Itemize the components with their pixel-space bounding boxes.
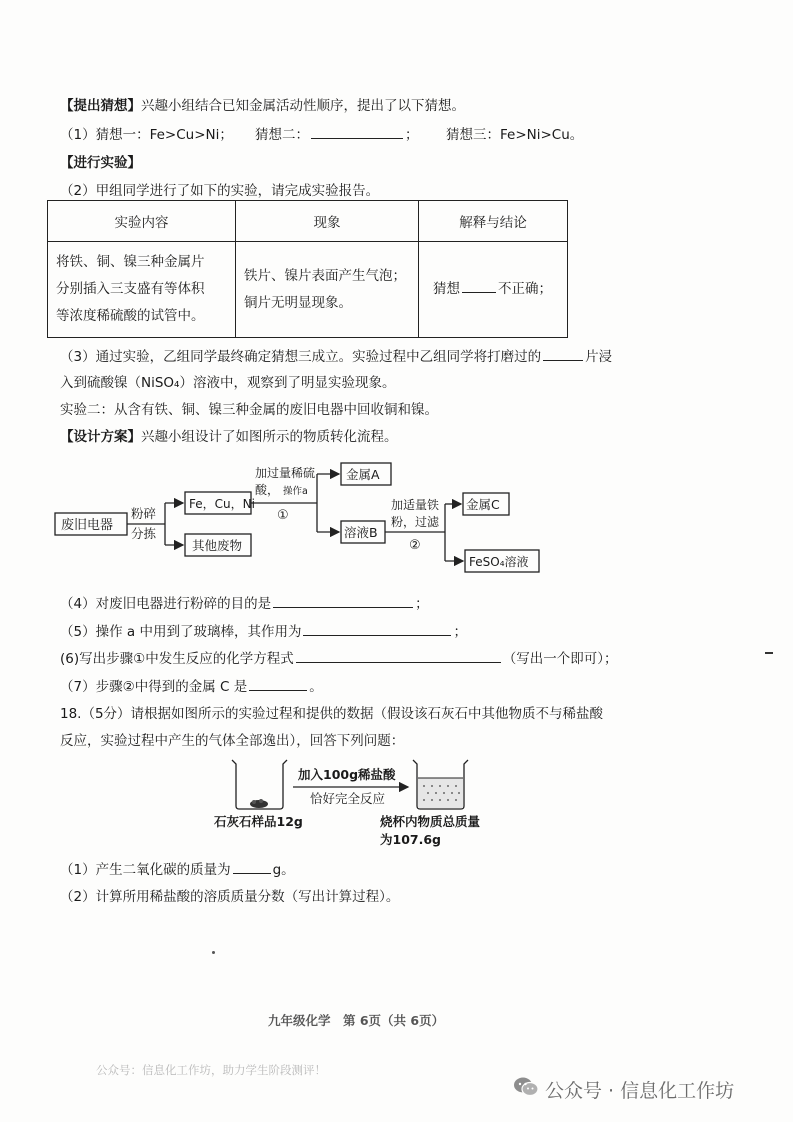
total-mass-label-line2: 为107.6g bbox=[380, 832, 441, 847]
edge-mark bbox=[765, 652, 773, 654]
table-header-conclusion: 解释与结论 bbox=[419, 201, 568, 242]
feso4-label: FeSO₄溶液 bbox=[469, 555, 529, 569]
q1-guess-one: （1）猜想一：Fe>Cu>Ni； bbox=[60, 127, 233, 143]
step1-text-line1: 加过量稀硫 bbox=[255, 466, 316, 480]
q7-text: （7）步骤②中得到的金属 C 是 bbox=[60, 679, 248, 695]
sample-mass-label: 石灰石样品12g bbox=[214, 814, 303, 829]
table-header-content: 实验内容 bbox=[48, 201, 236, 242]
q4-end: ； bbox=[415, 596, 429, 612]
table-cell-phenomenon bbox=[236, 242, 419, 338]
arrow-bottom-label: 恰好完全反应 bbox=[310, 791, 386, 806]
limestone-experiment-diagram bbox=[200, 752, 520, 852]
q18-line1: 18.（5分）请根据如图所示的实验过程和提供的数据（假设该石灰石中其他物质不与稀盐酸 bbox=[60, 706, 604, 722]
experiment-heading: 【进行实验】 bbox=[60, 155, 141, 171]
conclusion-suffix: 不正确； bbox=[498, 281, 552, 297]
q1-line bbox=[60, 123, 233, 143]
speck-mark bbox=[212, 951, 215, 954]
arrow-top-label: 加入100g稀盐酸 bbox=[298, 767, 396, 782]
metal-a-label: 金属A bbox=[346, 467, 380, 482]
conversion-flow-diagram bbox=[45, 455, 555, 580]
conclusion-prefix: 猜想 bbox=[433, 281, 460, 297]
content-line: 分别插入三支盛有等体积 bbox=[56, 281, 205, 297]
phenomenon-line: 铁片、镍片表面产生气泡； bbox=[244, 267, 406, 284]
crush-label: 粉碎 bbox=[131, 506, 157, 521]
step2-number: ② bbox=[409, 538, 421, 553]
q5-end: ； bbox=[453, 624, 467, 640]
table-header-row bbox=[48, 201, 568, 242]
q6-line bbox=[60, 647, 617, 667]
q3-text: （3）通过实验，乙组同学最终确定猜想三成立。实验过程中乙组同学将打磨过的 bbox=[60, 349, 542, 365]
q5-line bbox=[60, 620, 467, 640]
sort-label: 分拣 bbox=[131, 526, 157, 541]
experiment-report-table bbox=[47, 200, 568, 338]
q7-line bbox=[60, 675, 323, 695]
q1-guess-three: 猜想三：Fe>Ni>Cu。 bbox=[446, 127, 584, 143]
q3-line2: 入到硫酸镍（NiSO₄）溶液中，观察到了明显实验现象。 bbox=[60, 375, 396, 391]
phenomenon-line: 铜片无明显现象。 bbox=[244, 294, 352, 311]
step1-number: ① bbox=[277, 508, 289, 523]
q1-answer-blank[interactable] bbox=[311, 137, 403, 139]
other-waste-label: 其他废物 bbox=[192, 538, 243, 553]
q7-end: 。 bbox=[309, 679, 323, 695]
beaker-result-icon bbox=[413, 760, 468, 809]
q6-text: (6)写出步骤①中发生反应的化学方程式 bbox=[60, 651, 294, 667]
wechat-icon bbox=[513, 1076, 539, 1102]
page-footer: 九年级化学 第 6页（共 6页） bbox=[268, 1013, 445, 1028]
total-mass-label-line1: 烧杯内物质总质量 bbox=[380, 814, 481, 829]
table-row bbox=[48, 242, 568, 338]
q18-sub1-line bbox=[60, 858, 295, 878]
table-cell-conclusion bbox=[419, 242, 568, 338]
experiment-two-text: 实验二：从含有铁、铜、镍三种金属的废旧电器中回收铜和镍。 bbox=[60, 402, 438, 418]
design-text: 兴趣小组设计了如图所示的物质转化流程。 bbox=[141, 429, 398, 445]
q4-text: （4）对废旧电器进行粉碎的目的是 bbox=[60, 596, 272, 612]
q3-blank[interactable] bbox=[543, 359, 583, 361]
q3-line1 bbox=[60, 345, 612, 365]
q18-line2: 反应，实验过程中产生的气体全部逸出），回答下列问题： bbox=[60, 733, 405, 749]
step1-text-line2: 酸， bbox=[255, 483, 280, 497]
q5-text: （5）操作 a 中用到了玻璃棒，其作用为 bbox=[60, 624, 302, 640]
q6-blank[interactable] bbox=[296, 661, 501, 663]
q1-guess-two-label: 猜想二： bbox=[255, 127, 309, 143]
step2-text-line2: 粉，过滤 bbox=[391, 515, 440, 529]
waste-label: 废旧电器 bbox=[61, 518, 114, 533]
solution-b-label: 溶液B bbox=[344, 525, 378, 540]
hypothesis-intro: 兴趣小组结合已知金属活动性顺序，提出了以下猜想。 bbox=[141, 98, 465, 114]
design-heading: 【设计方案】 bbox=[60, 429, 141, 445]
content-line: 将铁、铜、镍三种金属片 bbox=[56, 254, 205, 270]
q18-sub1-unit: g。 bbox=[272, 862, 295, 878]
q1-guess-two bbox=[255, 123, 419, 143]
step1-operation: 操作a bbox=[283, 486, 308, 497]
metals-label: Fe，Cu，Ni bbox=[189, 497, 255, 511]
q5-blank[interactable] bbox=[303, 634, 451, 636]
metal-c-label: 金属C bbox=[466, 497, 500, 512]
q2-text: （2）甲组同学进行了如下的实验，请完成实验报告。 bbox=[60, 183, 380, 199]
q18-sub1-blank[interactable] bbox=[233, 872, 271, 874]
step2-text-line1: 加适量铁 bbox=[391, 498, 440, 512]
table-header-phenomenon: 现象 bbox=[236, 201, 419, 242]
table-cell-content bbox=[48, 242, 236, 338]
hypothesis-heading: 【提出猜想】 bbox=[60, 98, 141, 114]
q3-text-end: 片浸 bbox=[585, 349, 613, 365]
hypothesis-line bbox=[60, 94, 465, 114]
q18-sub1-text: （1）产生二氧化碳的质量为 bbox=[60, 862, 231, 878]
conclusion-blank[interactable] bbox=[462, 291, 496, 293]
watermark-left: 公众号：信息化工作坊，助力学生阶段测评！ bbox=[96, 1063, 326, 1077]
beaker-sample-icon bbox=[232, 760, 287, 809]
content-line: 等浓度稀硫酸的试管中。 bbox=[56, 308, 205, 324]
design-line bbox=[60, 425, 398, 445]
q18-sub2: （2）计算所用稀盐酸的溶质质量分数（写出计算过程）。 bbox=[60, 889, 400, 905]
q6-end: （写出一个即可）； bbox=[502, 651, 618, 667]
watermark-right: 公众号 · 信息化工作坊 bbox=[545, 1080, 735, 1102]
q1-guess-two-end: ； bbox=[405, 127, 419, 143]
q4-line bbox=[60, 592, 429, 612]
q4-blank[interactable] bbox=[273, 606, 413, 608]
q7-blank[interactable] bbox=[249, 689, 307, 691]
